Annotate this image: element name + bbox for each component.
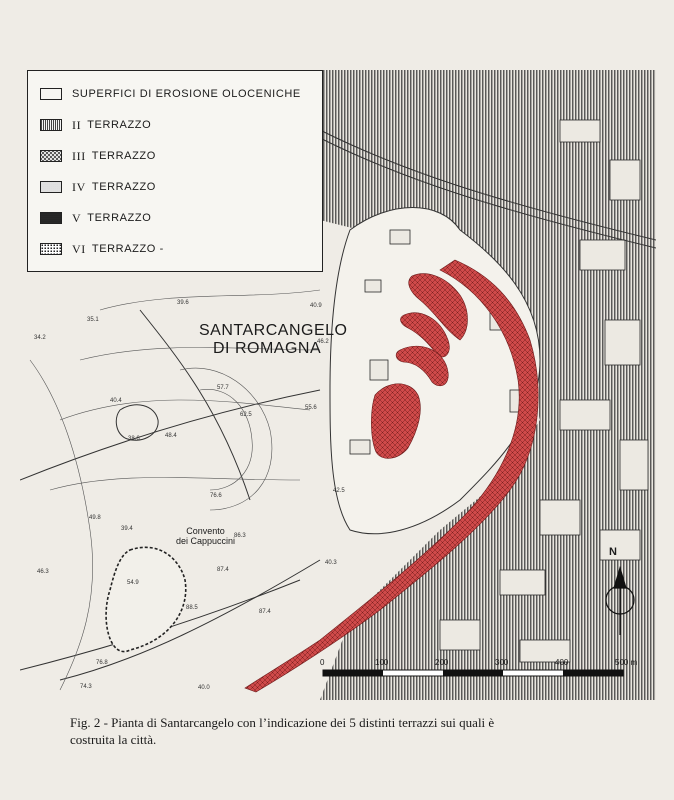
legend-item-terrace-iv [40, 178, 156, 196]
scale-bar [323, 670, 623, 676]
legend-label: TERRAZZO [87, 212, 152, 224]
spot-height: 49.8 [89, 515, 101, 521]
spot-height: 42.5 [333, 488, 345, 494]
legend-label: TERRAZZO [87, 119, 152, 131]
legend-label: SUPERFICI DI EROSIONE OLOCENICHE [72, 88, 301, 100]
legend-label: TERRAZZO [91, 181, 156, 193]
scale-label: 200 [435, 658, 449, 667]
spot-height: 40.9 [310, 303, 322, 309]
spot-height: 87.4 [259, 609, 271, 615]
spot-height: 48.4 [165, 433, 177, 439]
town-name-line2: DI ROMAGNA [213, 340, 322, 357]
map-legend [27, 70, 323, 272]
spot-height: 39.4 [121, 526, 133, 532]
spot-height: 76.8 [96, 660, 108, 666]
legend-swatch-crosshatch [40, 150, 62, 162]
scale-label: 500 m [615, 658, 638, 667]
caption-line2: costruita la città. [70, 732, 157, 747]
legend-item-terrace-vi [40, 240, 164, 258]
legend-swatch-fine-dots [40, 181, 62, 193]
legend-label: TERRAZZO - [91, 243, 164, 255]
spot-height: 46.2 [317, 339, 329, 345]
spot-height: 39.6 [177, 300, 189, 306]
legend-swatch-blank [40, 88, 62, 100]
figure-caption [70, 714, 630, 748]
legend-item-terrace-iii [40, 147, 156, 165]
spot-height: 34.2 [34, 335, 46, 341]
town-name-line1: SANTARCANGELO [199, 322, 348, 339]
spot-height: 40.4 [110, 398, 122, 404]
legend-item-terrace-ii [40, 116, 151, 134]
spot-height: 87.4 [217, 567, 229, 573]
scale-label: 0 [320, 658, 325, 667]
convent-line2: dei Cappuccini [176, 536, 236, 546]
convent-label [176, 526, 235, 546]
spot-height: 40.3 [325, 560, 337, 566]
spot-height: 46.3 [37, 569, 49, 575]
spot-height: 38.6 [128, 436, 140, 442]
scale-label: 400 [555, 658, 569, 667]
legend-item-erosion [40, 85, 301, 103]
spot-height: 35.1 [87, 317, 99, 323]
spot-height: 57.7 [217, 385, 229, 391]
north-label: N [609, 546, 617, 558]
spot-height: 40.0 [198, 685, 210, 691]
legend-roman: II [72, 117, 82, 132]
legend-swatch-vertical [40, 119, 62, 131]
legend-swatch-dense-dark [40, 212, 62, 224]
legend-roman: VI [72, 241, 86, 256]
legend-item-terrace-v [40, 209, 151, 227]
spot-height: 76.6 [210, 493, 222, 499]
spot-height: 55.6 [305, 405, 317, 411]
spot-height: 54.9 [127, 580, 139, 586]
spot-height: 86.3 [234, 533, 246, 539]
legend-roman: V [72, 210, 82, 225]
legend-roman: IV [72, 179, 86, 194]
spot-height: 88.5 [186, 605, 198, 611]
scale-label: 100 [375, 658, 389, 667]
spot-height: 62.5 [240, 412, 252, 418]
legend-label: TERRAZZO [91, 150, 156, 162]
legend-roman: III [72, 148, 86, 163]
scale-label: 300 [495, 658, 509, 667]
legend-swatch-grid-dots [40, 243, 62, 255]
caption-line1: Fig. 2 - Pianta di Santarcangelo con l’indicazione dei 5 distinti terrazzi sui quali è [70, 715, 495, 730]
spot-height: 74.3 [80, 684, 92, 690]
convent-line1: Convento [186, 526, 225, 536]
